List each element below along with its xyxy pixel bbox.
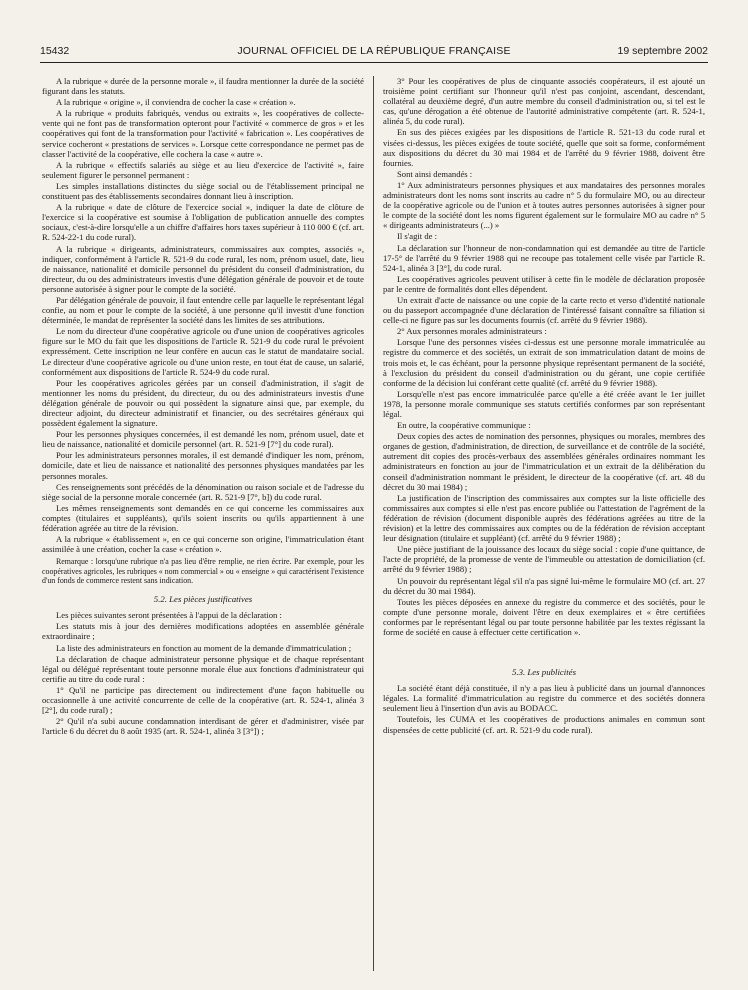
- paragraph: A la rubrique « durée de la personne morale », il faudra mentionner la durée de la société figurant dans les statuts.: [42, 76, 364, 97]
- issue-date: 19 septembre 2002: [617, 45, 708, 57]
- paragraph: Toutefois, les CUMA et les coopératives de productions animales en commun sont dispensées de cette publicité (cf. art. R. 521-9 du code rural).: [383, 714, 705, 735]
- paragraph: Pour les administrateurs personnes morales, il est demandé d'indiquer les nom, prénom, domicile, date et lieu de naissance et nationalité des personnes physiques mandatées par les personnes morales.: [42, 450, 364, 481]
- paragraph: 1° Aux administrateurs personnes physiques et aux mandataires des personnes morales administrateurs dont les noms sont inscrits au cadre n° 5 du formulaire MO, ou au directeur de la coopérative agricole ou de l'union et à toutes autres personnes autorisées à signer pour le compte de la société dont les noms figurent également sur le formulaire MO au cadre n° 5 « dirigeants administrateurs (...) »: [383, 179, 705, 231]
- paragraph: Lorsque l'une des personnes visées ci-dessus est une personne morale immatriculée au registre du commerce et des sociétés, un extrait de son immatriculation datant de moins de trois mois et, le cas échéant, pour la personne physique représentant permanent de la société, à l'exclusion du président du conseil d'administration ou du gérant, une copie certifiée conforme de la décision lui conférant cette qualité (cf. arrêté du 9 février 1988).: [383, 337, 705, 388]
- section-spacer: [383, 638, 705, 658]
- paragraph: Pour les coopératives agricoles gérées par un conseil d'administration, il s'agit de mentionner les noms du président, du directeur, du ou des administrateurs investis d'une délégation générale de pouvoir ou qui possèdent la signature ainsi que, par exemple, du directeur adjoint, du directeur administratif et financier, ou des secrétaires généraux qui possèdent également la signature.: [42, 377, 364, 429]
- paragraph: Il s'agit de :: [397, 231, 437, 242]
- paragraph: Les pièces suivantes seront présentées à l'appui de la déclaration :: [56, 610, 282, 621]
- paragraph: 2° Qu'il n'a subi aucune condamnation interdisant de gérer et d'administrer, visée par l'article 6 du décret du 8 août 1935 (art. R. 524-1, alinéa 3 [3°]) ;: [42, 716, 364, 737]
- paragraph: Pour les personnes physiques concernées, il est demandé les nom, prénom usuel, date et lieu de naissance, nationalité et domicile personnel (art. R. 521-9 [7°] du code rural).: [42, 429, 364, 450]
- section-heading-5-2: 5.2. Les pièces justificatives: [153, 594, 253, 605]
- paragraph: A la rubrique « produits fabriqués, vendus ou extraits », les coopératives de collecte-vente qui ne font pas de transformation opteront pour l'activité « commerce de gros » et les coopératives qui font de la transformation pour l'activité « fabrication ». Les coopératives de service cocheront « prestations de services ». Lorsque cette correspondance ne permet pas de classer l'activité de la coopérative, elle cochera la case « autre ».: [42, 108, 364, 159]
- section-heading-5-3: 5.3. Les publicités: [511, 667, 577, 678]
- paragraph: Les coopératives agricoles peuvent utiliser à cette fin le modèle de déclaration proposée par le centre de formalités dont elles dépendent.: [383, 273, 705, 294]
- remark-note: Remarque : lorsqu'une rubrique n'a pas lieu d'être remplie, ne rien écrire. Par exemple, pour les coopératives agricoles, les rubriques « nom commercial » ou « enseigne » qui caractérisent l'existence d'un fonds de commerce restent sans indication.: [42, 557, 364, 585]
- paragraph: A la rubrique « effectifs salariés au siège et au lieu d'exercice de l'activité », faire seulement figurer le personnel permanent :: [42, 159, 364, 180]
- paragraph: La déclaration sur l'honneur de non-condamnation qui est demandée au titre de l'article 17-5° de l'arrêté du 9 février 1988 qui ne recoupe pas totalement celle visée par l'article R. 524-1, alinéa 3 [3°], du code rural.: [383, 242, 705, 273]
- left-column: [42, 76, 364, 737]
- paragraph: A la rubrique « établissement », en ce qui concerne son origine, l'immatriculation étant assimilée à une création, cocher la case « création ».: [42, 534, 364, 555]
- page-header: [40, 45, 708, 61]
- paragraph: Lorsqu'elle n'est pas encore immatriculée parce qu'elle a été créée avant le 1er juillet 1978, la personne morale communique ses statuts certifiés conformes par son représentant légal.: [383, 388, 705, 419]
- column-divider: [373, 76, 374, 971]
- paragraph: Une pièce justifiant de la jouissance des locaux du siège social : copie d'une quittance, de l'acte de propriété, de la promesse de vente de l'immeuble ou attestation de domiciliation (cf. arrêté du 9 février 1988) ;: [383, 544, 705, 575]
- paragraph: La déclaration de chaque administrateur personne physique et de chaque représentant légal ou délégué représentant toute personne morale élue aux fonctions d'administrateur qui certifie au titre du code rural :: [42, 653, 364, 684]
- right-column: [383, 76, 705, 736]
- paragraph: Le nom du directeur d'une coopérative agricole ou d'une union de coopératives agricoles figure sur le MO du fait que les dispositions de l'article R. 521-9 du code rural le prévoient expressément. Cette inscription ne leur confère en aucun cas le statut de mandataire social. Le directeur d'une coopérative agricole ou d'une union reste, en tout état de cause, un salarié, conformément aux dispositions de l'article R. 524-9 du code rural.: [42, 326, 364, 377]
- paragraph: Sont ainsi demandés :: [397, 168, 473, 179]
- paragraph: La liste des administrateurs en fonction au moment de la demande d'immatriculation ;: [56, 642, 352, 653]
- paragraph: Par délégation générale de pouvoir, il faut entendre celle par laquelle le représentant légal confie, au nom et pour le compte de la société, à une personne qu'il investit d'une fonction déterminée, le mandat de représenter la société dans les limites de ses attributions.: [42, 294, 364, 326]
- paragraph: En sus des pièces exigées par les dispositions de l'article R. 521-13 du code rural et visées ci-dessus, les pièces exigées de toute société, quelle que soit sa forme, conformément aux dispositions du décret du 30 mai 1984 et de l'arrêté du 9 février 1988, doivent être fournies.: [383, 127, 705, 168]
- paragraph: Deux copies des actes de nomination des personnes, physiques ou morales, membres des organes de gestion, d'administration, de direction, de surveillance et de contrôle de la société, autrement dit copies des procès-verbaux des assemblées générales ordinaires nommant les administrateurs en fonction au jour de l'immatriculation et un extrait de la délibération du conseil d'administration nommant le président, le directeur de la coopérative (cf. art. 48 du décret du 30 mai 1984) ;: [383, 431, 705, 492]
- paragraph: Toutes les pièces déposées en annexe du registre du commerce et des sociétés, pour le compte d'une personne morale, doivent l'être en deux exemplaires et « être certifiées conformes par le représentant légal ou par toute personne habilitée par les textes régissant la forme de société en cause à effectuer cette certification ».: [383, 596, 705, 637]
- paragraph: La société étant déjà constituée, il n'y a pas lieu à publicité dans un journal d'annonces légales. La formalité d'immatriculation au registre du commerce et des sociétés donnera seulement lieu à l'insertion d'un avis au BODACC.: [383, 683, 705, 714]
- paragraph: Les simples installations distinctes du siège social ou de l'établissement principal ne constituent pas des établissements secondaires donnant lieu à inscription.: [42, 180, 364, 202]
- header-rule: [40, 62, 708, 63]
- paragraph: En outre, la coopérative communique :: [397, 420, 531, 431]
- paragraph: A la rubrique « origine », il conviendra de cocher la case « création ».: [56, 97, 296, 108]
- paragraph: Un extrait d'acte de naissance ou une copie de la carte recto et verso d'identité nationale ou du passeport accompagnée d'une déclaration de l'intéressé faisant connaître sa filiation si celle-ci ne figure pas sur les documents fournis (cf. arrêté du 9 février 1988).: [383, 294, 705, 326]
- paragraph: 1° Qu'il ne participe pas directement ou indirectement d'une façon habituelle ou occasionnelle à une activité concurrente de celle de la coopérative (art. R. 524-1, alinéa 3 [2°], du code rural) ;: [42, 684, 364, 716]
- paragraph: Les mêmes renseignements sont demandés en ce qui concerne les commissaires aux comptes (titulaires et suppléants), qu'ils soient inscrits ou qu'ils appartiennent à une fédération agréée au titre de la révision.: [42, 502, 364, 534]
- paragraph: La justification de l'inscription des commissaires aux comptes sur la liste officielle des commissaires aux comptes si elle n'est pas encore publiée ou l'attestation de l'agrément de la fédération de révision (document disponible auprès des fédérations agréées au titre de la révision) et la lettre des commissaires aux comptes ou de la fédération de révision acceptant leur désignation (titulaire et suppléant) (cf. arrêté du 9 février 1988) ;: [383, 492, 705, 544]
- paragraph: Un pouvoir du représentant légal s'il n'a pas signé lui-même le formulaire MO (cf. art. 27 du décret du 30 mai 1984).: [383, 575, 705, 596]
- journal-title: JOURNAL OFFICIEL DE LA RÉPUBLIQUE FRANÇAISE: [237, 45, 511, 57]
- paragraph: A la rubrique « dirigeants, administrateurs, commissaires aux comptes, associés », indiquer, conformément à l'article R. 521-9 du code rural, les nom, prénom usuel, date, lieu de naissance, nationalité et domicile personnel du président du conseil d'administration, du directeur, du ou des administrateurs investis d'une délégation générale de pouvoir et de toute personne autorisée à signer pour le compte de la société.: [42, 243, 364, 294]
- paragraph: 3° Pour les coopératives de plus de cinquante associés coopérateurs, il est ajouté un troisième point certifiant sur l'honneur qu'il n'est pas conjoint, ascendant, descendant, collatéral au deuxième degré, d'un autre membre du conseil d'administration ou, si tel est le cas, qu'une dérogation a été obtenue de l'autorité administrative compétente (art. R. 524-1, alinéa 5, du code rural).: [383, 76, 705, 127]
- paragraph: Les statuts mis à jour des dernières modifications adoptées en assemblée générale extraordinaire ;: [42, 621, 364, 642]
- page-number: 15432: [40, 45, 70, 57]
- paragraph: A la rubrique « date de clôture de l'exercice social », indiquer la date de clôture de l'exercice si la coopérative est soumise à l'obligation de publication annuelle des comptes sociaux, c'est-à-dire lorsqu'elle a un chiffre d'affaires hors taxes supérieur à 110 000 € (cf. art. R. 524-22-1 du code rural).: [42, 202, 364, 243]
- paragraph: 2° Aux personnes morales administrateurs :: [397, 326, 547, 337]
- paragraph: Ces renseignements sont précédés de la dénomination ou raison sociale et de l'adresse du siège social de la personne morale concernée (art. R. 521-9 [7°, b]) du code rural.: [42, 481, 364, 502]
